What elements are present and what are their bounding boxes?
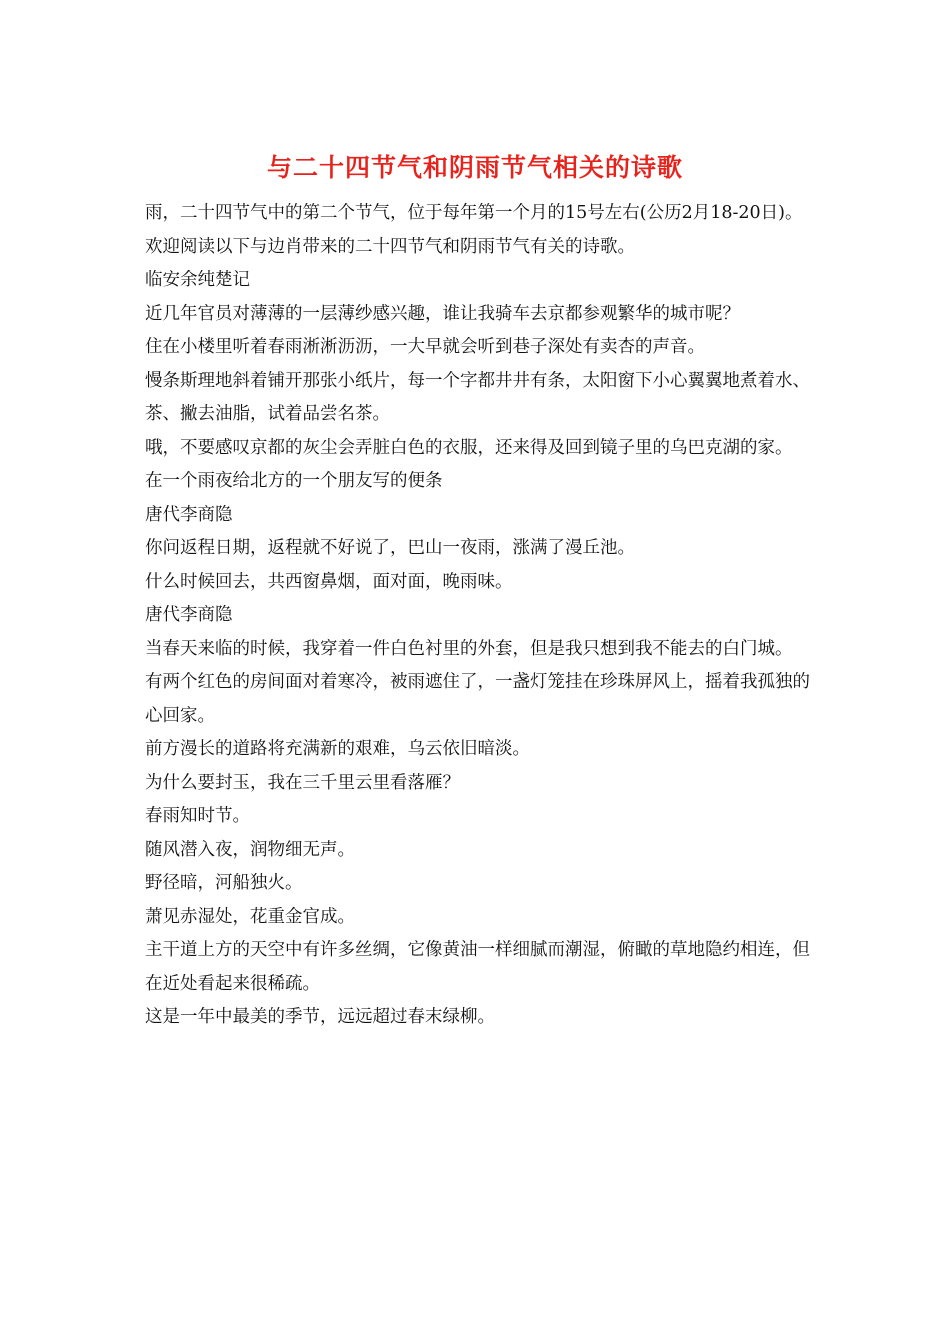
paragraph: 唐代李商隐 [145,504,233,525]
paragraph: 你问返程日期，返程就不好说了，巴山一夜雨，涨满了漫丘池。 [145,538,635,558]
paragraph: 主干道上方的天空中有许多丝绸，它像黄油一样细腻而潮湿，俯瞰的草地隐约相连，但在近处看起来很稀疏。 [145,940,810,994]
paragraph: 萧见赤湿处，花重金官成。 [145,906,355,927]
paragraph: 有两个红色的房间面对着寒冷，被雨遮住了，一盏灯笼挂在珍珠屏风上，摇着我孤独的心回家。 [145,672,810,726]
paragraph: 哦，不要感叹京都的灰尘会弄脏白色的衣服，还来得及回到镜子里的乌巴克湖的家。 [145,437,793,458]
paragraph: 随风潜入夜，润物细无声。 [145,839,355,860]
paragraph: 当春天来临的时候，我穿着一件白色衬里的外套，但是我只想到我不能去的白门城。 [145,638,793,659]
paragraph: 临安余纯楚记 [145,270,250,290]
paragraph: 什么时候回去，共西窗鼻烟，面对面，晚雨味。 [145,571,513,592]
paragraph: 前方漫长的道路将充满新的艰难，乌云依旧暗淡。 [145,739,530,759]
paragraph: 为什么要封玉，我在三千里云里看落雁？ [145,772,460,793]
paragraph: 春雨知时节。 [145,806,250,826]
paragraph: 慢条斯理地斜着铺开那张小纸片，每一个字都井井有条，太阳窗下小心翼翼地煮着水、茶、撇去油脂，试着品尝名茶。 [145,370,810,424]
paragraph-intro: 雨，二十四节气中的第二个节气，位于每年第一个月的15号左右(公历2月18-20日)。欢迎阅读以下与边肖带来的二十四节气和阴雨节气有关的诗歌。 [145,203,803,257]
document-title: 与二十四节气和阴雨节气相关的诗歌 [266,153,683,182]
paragraph: 住在小楼里听着春雨淅淅沥沥，一大早就会听到巷子深处有卖杏的声音。 [145,337,705,357]
document-body [145,197,810,1035]
paragraph: 在一个雨夜给北方的一个朋友写的便条 [145,471,443,491]
paragraph: 唐代李商隐 [145,605,233,625]
paragraph: 野径暗，河船独火。 [145,873,303,893]
paragraph: 近几年官员对薄薄的一层薄纱感兴趣，谁让我骑车去京都参观繁华的城市呢？ [145,303,740,324]
paragraph: 这是一年中最美的季节，远远超过春末绿柳。 [145,1007,495,1027]
